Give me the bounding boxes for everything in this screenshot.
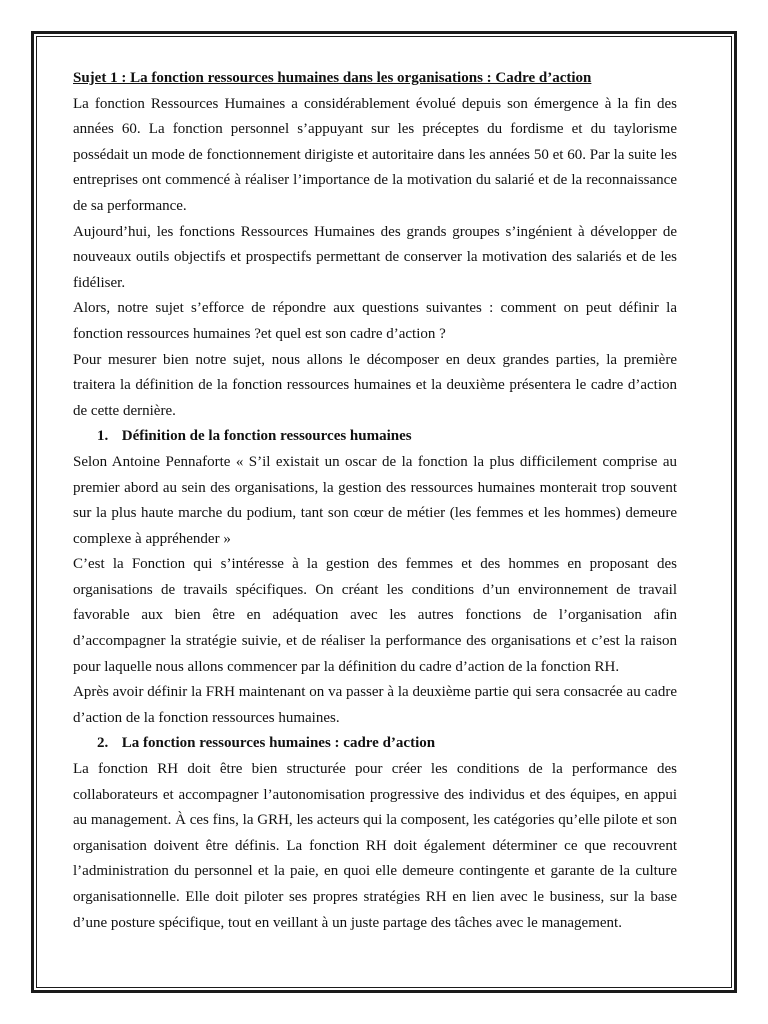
- document-title: Sujet 1 : La fonction ressources humaines dans les organisations : Cadre d’action: [73, 70, 592, 86]
- intro-paragraph-4: Pour mesurer bien notre sujet, nous allons le décomposer en deux grandes parties, la première traitera la définition de la fonction ressources humaines et la deuxième présentera le cadre d’action de cette dernière.: [73, 351, 677, 419]
- section-2-heading: [73, 731, 677, 757]
- section-1-title: Définition de la fonction ressources humaines: [121, 428, 412, 445]
- intro-paragraph-3: Alors, notre sujet s’efforce de répondre aux questions suivantes : comment on peut définir la fonction ressources humaines ?et quel est son cadre d’action ?: [73, 300, 677, 342]
- section-2-paragraph-1: La fonction RH doit être bien structurée pour créer les conditions de la performance des collaborateurs et accompagner l’autonomisation progressive des individus et des équipes, en appui au management. À ces fins, la GRH, les acteurs qui la composent, les catégories qu’elle pilote et son organisation doivent être définis. La fonction RH doit également déterminer ce que recouvrent l’administration du personnel et la paie, en quoi elle demeure contingente et garante de la culture organisationnelle. Elle doit piloter ses propres stratégies RH en lien avec le business, sur la base d’une posture spécifique, tout en veillant à un juste partage des tâches avec le management.: [73, 761, 677, 931]
- section-1-heading: [73, 424, 677, 450]
- section-2-number: 2.: [97, 735, 109, 752]
- intro-paragraph-2: Aujourd’hui, les fonctions Ressources Humaines des grands groupes s’ingénient à développer de nouveaux outils objectifs et prospectifs permettant de conserver la motivation des salariés et de les fidéliser.: [73, 223, 677, 291]
- section-1-paragraph-1: Selon Antoine Pennaforte « S’il existait un oscar de la fonction la plus difficilement comprise au premier abord au sein des organisations, la gestion des ressources humaines monterait trop souvent sur la plus haute marche du podium, tant son cœur de métier (les femmes et les hommes) demeure complexe à appréhender »: [73, 453, 677, 547]
- section-1-paragraph-2: C’est la Fonction qui s’intéresse à la gestion des femmes et des hommes en proposant des organisations de travails spécifiques. On créant les conditions d’un environnement de travail favorable aux bien être en adéquation avec les autres fonctions de l’organisation afin d’accompagner la stratégie suivie, et de réaliser la performance des organisations et c’est la raison pour laquelle nous allons commencer par la définition du cadre d’action de la fonction RH.: [73, 556, 677, 675]
- intro-paragraph-1: La fonction Ressources Humaines a considérablement évolué depuis son émergence à la fin des années 60. La fonction personnel s’appuyant sur les préceptes du fordisme et du taylorisme possédait un mode de fonctionnement dirigiste et autoritaire dans les années 50 et 60. Par la suite les entreprises ont commencé à réaliser l’importance de la motivation du salarié et de la reconnaissance de sa performance.: [73, 95, 677, 214]
- document-body: [73, 66, 677, 936]
- section-1-number: 1.: [97, 428, 109, 445]
- section-2-title: La fonction ressources humaines : cadre d’action: [121, 735, 436, 752]
- section-1-paragraph-3: Après avoir définir la FRH maintenant on va passer à la deuxième partie qui sera consacrée au cadre d’action de la fonction ressources humaines.: [73, 684, 677, 726]
